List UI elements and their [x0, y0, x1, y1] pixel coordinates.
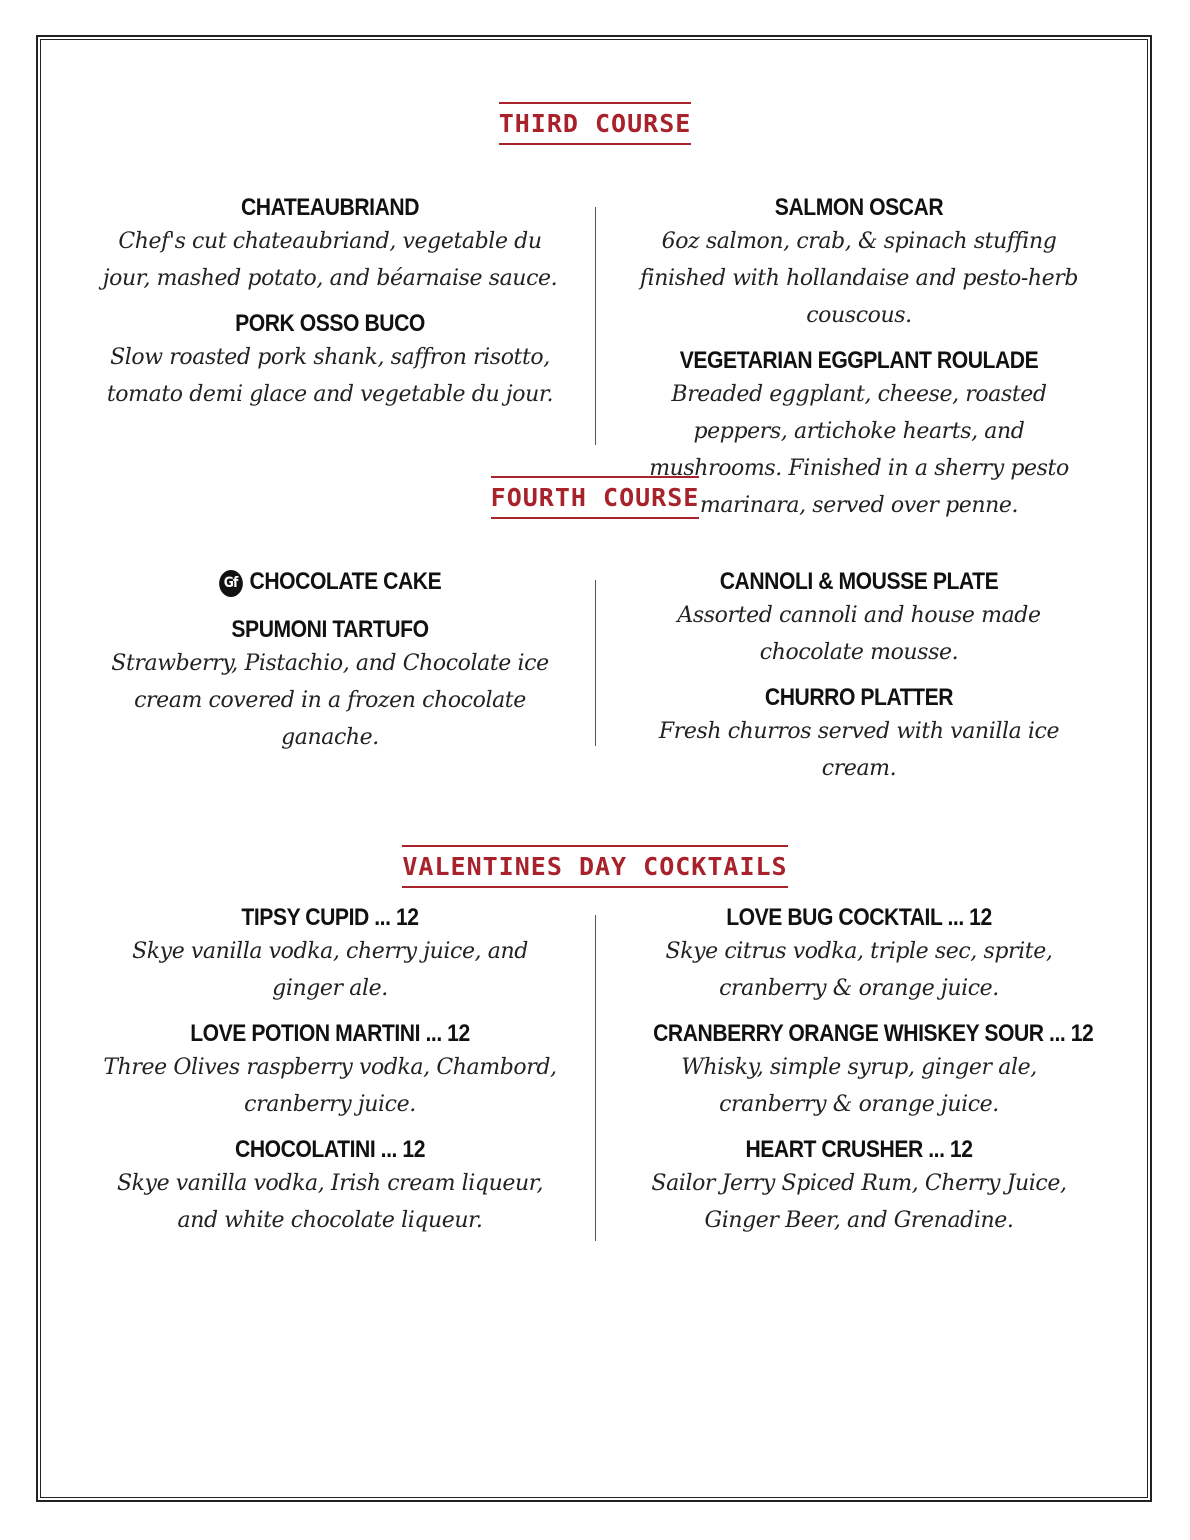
item-name: SPUMONI TARTUFO — [231, 616, 429, 643]
cocktails-right-column — [625, 903, 1093, 1239]
column-divider — [595, 580, 596, 746]
menu-item — [100, 903, 560, 1007]
menu-item — [625, 1019, 1093, 1123]
menu-item — [625, 193, 1093, 334]
item-name: CANNOLI & MOUSSE PLATE — [719, 568, 999, 595]
menu-item — [100, 193, 560, 297]
item-description: Slow roasted pork shank, saffron risotto, tomato demi glace and vegetable du jour. — [106, 345, 554, 407]
item-description: Three Olives raspberry vodka, Chambord, cranberry juice. — [103, 1055, 557, 1117]
column-divider — [595, 915, 596, 1241]
item-name: CHOCOLATINI ... 12 — [235, 1136, 425, 1163]
cocktails-left-column — [100, 903, 560, 1239]
item-description: Whisky, simple syrup, ginger ale, cranberry & orange juice. — [681, 1055, 1037, 1117]
item-name: SALMON OSCAR — [774, 194, 944, 221]
item-description: Sailor Jerry Spiced Rum, Cherry Juice, Ginger Beer, and Grenadine. — [651, 1171, 1067, 1233]
item-description: Fresh churros served with vanilla ice cream. — [658, 719, 1060, 781]
item-name: VEGETARIAN EGGPLANT ROULADE — [679, 347, 1039, 374]
item-name: LOVE BUG COCKTAIL ... 12 — [726, 904, 992, 931]
menu-item — [625, 683, 1093, 787]
item-name: PORK OSSO BUCO — [235, 310, 425, 337]
menu-item — [625, 903, 1093, 1007]
menu-item — [100, 567, 560, 597]
menu-item — [100, 1135, 560, 1239]
menu-item — [625, 567, 1093, 671]
item-name: Gf CHOCOLATE CAKE — [128, 567, 533, 597]
item-description: Skye vanilla vodka, Irish cream liqueur, and white chocolate liqueur. — [116, 1171, 544, 1233]
fourth-course-left-column — [100, 567, 560, 756]
item-description: Chef's cut chateaubriand, vegetable du jour, mashed potato, and béarnaise sauce. — [102, 229, 558, 291]
menu-item — [100, 615, 560, 756]
item-name: CHATEAUBRIAND — [240, 194, 420, 221]
item-description: Skye vanilla vodka, cherry juice, and ginger ale. — [132, 939, 528, 1001]
menu-item — [100, 1019, 560, 1123]
item-description: 6oz salmon, crab, & spinach stuffing finished with hollandaise and pesto-herb couscous. — [639, 229, 1079, 328]
item-description: Breaded eggplant, cheese, roasted peppers, artichoke hearts, and mushrooms. Finished in a sherry pesto marinara, served over penne. — [649, 382, 1069, 518]
item-description: Assorted cannoli and house made chocolate mousse. — [677, 603, 1041, 665]
menu-item — [625, 1135, 1093, 1239]
item-description: Skye citrus vodka, triple sec, sprite, cranberry & orange juice. — [665, 939, 1053, 1001]
third-course-right-column — [625, 193, 1093, 524]
item-name: HEART CRUSHER ... 12 — [745, 1136, 973, 1163]
item-description: Strawberry, Pistachio, and Chocolate ice cream covered in a frozen chocolate ganache. — [111, 651, 549, 750]
item-name: CRANBERRY ORANGE WHISKEY SOUR ... 12 — [653, 1020, 1094, 1047]
menu-item — [100, 309, 560, 413]
section-title-fourth-course: FOURTH COURSE — [0, 476, 1190, 519]
item-name: LOVE POTION MARTINI ... 12 — [190, 1020, 470, 1047]
fourth-course-right-column — [625, 567, 1093, 787]
section-title-cocktails: VALENTINES DAY COCKTAILS — [0, 845, 1190, 888]
gluten-free-icon: Gf — [219, 570, 243, 597]
column-divider — [595, 207, 596, 445]
section-title-third-course: THIRD COURSE — [0, 102, 1190, 145]
item-name: TIPSY CUPID ... 12 — [241, 904, 419, 931]
item-name: CHURRO PLATTER — [764, 684, 954, 711]
third-course-left-column — [100, 193, 560, 413]
